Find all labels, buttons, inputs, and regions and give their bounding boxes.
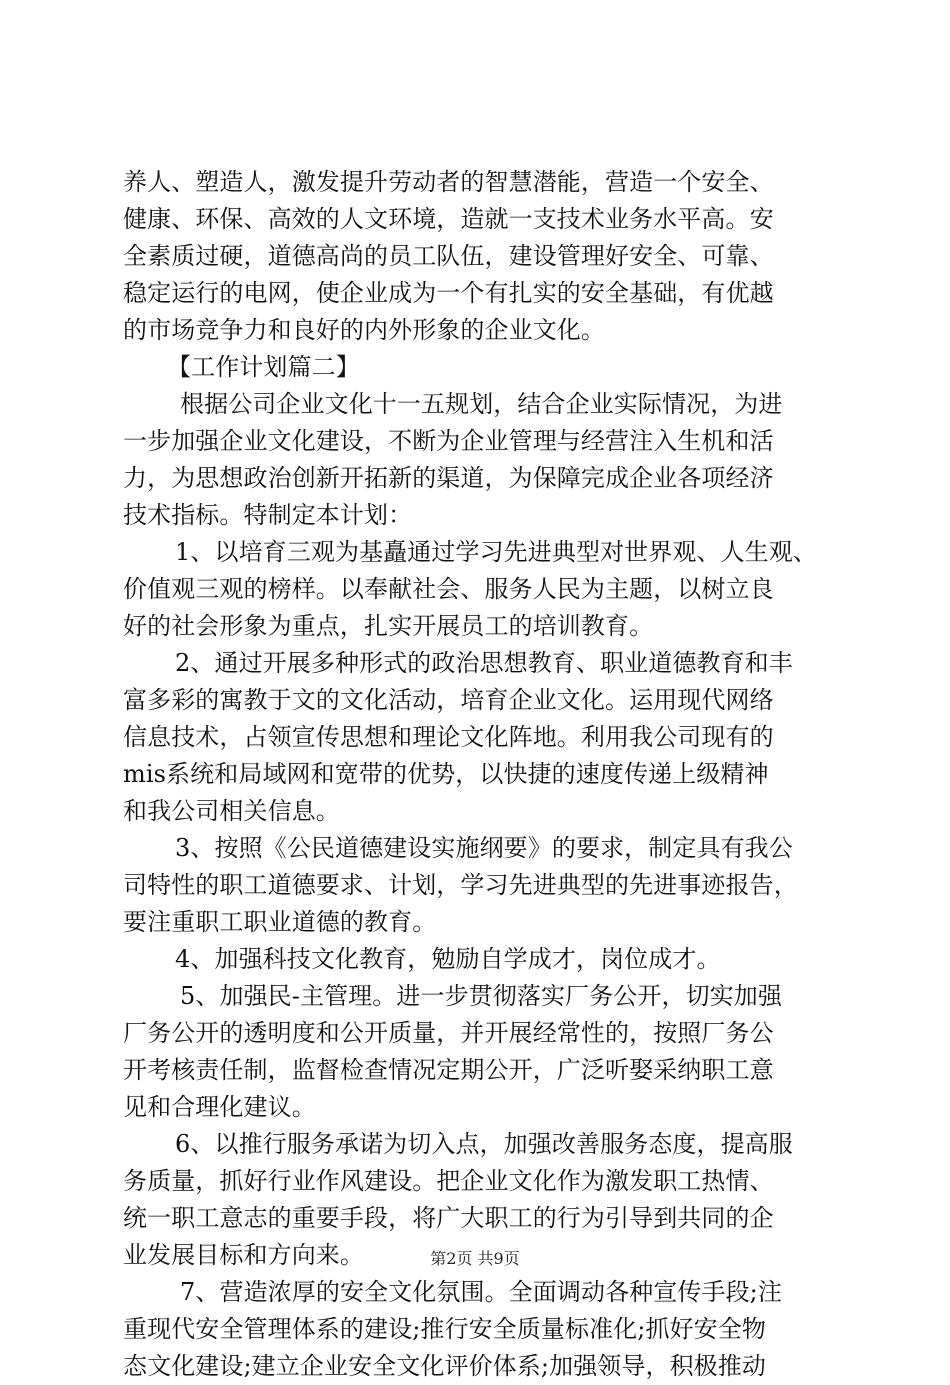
text-line: mis系统和局域网和宽带的优势，以快捷的速度传递上级精神: [123, 760, 769, 788]
text-line: 健康、环保、高效的人文环境，造就一支技术业务水平高。安: [123, 205, 774, 233]
text-line: 5、加强民-主管理。进一步贯彻落实厂务公开，切实加强: [180, 982, 782, 1010]
text-line: 好的社会形象为重点，扎实开展员工的培训教育。: [123, 612, 654, 640]
text-line: 要注重职工职业道德的教育。: [123, 908, 437, 936]
text-line: 富多彩的寓教于文的文化活动，培育企业文化。运用现代网络: [123, 686, 774, 714]
text-line: 业发展目标和方向来。: [123, 1241, 364, 1269]
text-line: 【工作计划篇二】: [167, 353, 360, 381]
text-line: 1、以培育三观为基矗通过学习先进典型对世界观、人生观、: [175, 538, 817, 566]
text-line: 厂务公开的透明度和公开质量，并开展经常性的，按照厂务公: [123, 1019, 774, 1047]
text-line: 见和合理化建议。: [123, 1093, 316, 1121]
text-line: 和我公司相关信息。: [123, 797, 340, 825]
text-line: 养人、塑造人，激发提升劳动者的智慧潜能，营造一个安全、: [123, 168, 774, 196]
text-line: 2、通过开展多种形式的政治思想教育、职业道德教育和丰: [175, 649, 793, 677]
text-line: 一步加强企业文化建设，不断为企业管理与经营注入生机和活: [123, 427, 774, 455]
text-line: 3、按照《公民道德建设实施纲要》的要求，制定具有我公: [175, 834, 793, 862]
text-line: 统一职工意志的重要手段，将广大职工的行为引导到共同的企: [123, 1204, 774, 1232]
text-line: 态文化建设;建立企业安全文化评价体系;加强领导，积极推动: [123, 1352, 766, 1380]
document-body: [123, 164, 833, 1385]
text-line: 7、营造浓厚的安全文化氛围。全面调动各种宣传手段;注: [180, 1278, 782, 1306]
text-line: 技术指标。特制定本计划：: [123, 501, 413, 529]
text-line: 力，为思想政治创新开拓新的渠道，为保障完成企业各项经济: [123, 464, 774, 492]
text-line: 司特性的职工道德要求、计划，学习先进典型的先进事迹报告，: [123, 871, 798, 899]
text-line: 6、以推行服务承诺为切入点，加强改善服务态度，提高服: [175, 1130, 793, 1158]
page-footer: [0, 1246, 950, 1269]
text-line: 务质量，抓好行业作风建设。把企业文化作为激发职工热情、: [123, 1167, 774, 1195]
text-line: 根据公司企业文化十一五规划，结合企业实际情况，为进: [180, 390, 783, 418]
text-line: 的市场竞争力和良好的内外形象的企业文化。: [123, 316, 605, 344]
text-line: 4、加强科技文化教育，勉励自学成才，岗位成才。: [175, 945, 721, 973]
text-line: 全素质过硬，道德高尚的员工队伍，建设管理好安全、可靠、: [123, 242, 774, 270]
text-line: 价值观三观的榜样。以奉献社会、服务人民为主题，以树立良: [123, 575, 774, 603]
page-number-indicator: 第2页 共9页: [430, 1249, 520, 1268]
text-line: 开考核责任制，监督检查情况定期公开，广泛听娶采纳职工意: [123, 1056, 774, 1084]
text-line: 信息技术，占领宣传思想和理论文化阵地。利用我公司现有的: [123, 723, 774, 751]
text-line: 重现代安全管理体系的建设;推行安全质量标准化;抓好安全物: [123, 1315, 766, 1343]
text-line: 稳定运行的电网，使企业成为一个有扎实的安全基础，有优越: [123, 279, 774, 307]
